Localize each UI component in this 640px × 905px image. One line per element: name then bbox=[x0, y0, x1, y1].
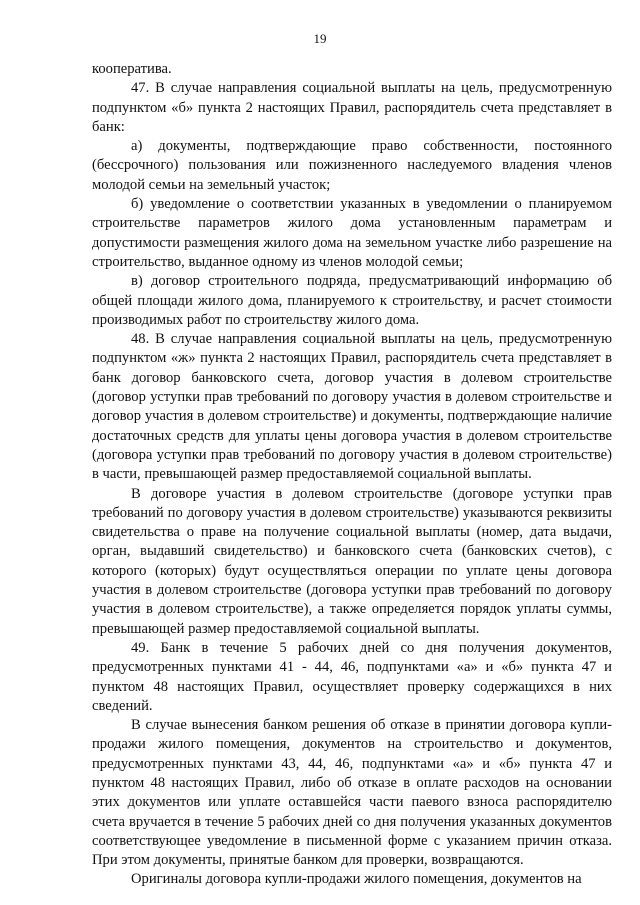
paragraph-47-a: а) документы, подтверждающие право собственности, постоянного (бессрочного) пользования или пожизненного наследуемого владения членов молодой семьи на земельный участок; bbox=[92, 138, 612, 193]
paragraph-continuation: кооператива. bbox=[92, 61, 172, 77]
paragraph-49-originals: Оригиналы договора купли-продажи жилого помещения, документов на bbox=[131, 871, 582, 888]
document-body bbox=[92, 60, 612, 890]
paragraph-47-b: б) уведомление о соответствии указанных в уведомлении о планируемом строительстве параметров жилого дома установленным параметрам и допустимости размещения жилого дома на земельном участке либо разрешение на строительство, выданное одному из членов молодой семьи; bbox=[92, 196, 612, 270]
paragraph-49: 49. Банк в течение 5 рабочих дней со дня получения документов, предусмотренных пунктами 41 - 44, 46, подпунктами «а» и «б» пункта 47 и пунктом 48 настоящих Правил, осуществляет проверку содержащихся в них сведений. bbox=[92, 639, 612, 714]
paragraph-47: 47. В случае направления социальной выплаты на цель, предусмотренную подпунктом «б» пункта 2 настоящих Правил, распорядитель счета представляет в банк: bbox=[92, 80, 612, 135]
page-number: 19 bbox=[313, 31, 327, 46]
paragraph-49-refusal: В случае вынесения банком решения об отказе в принятии договора купли-продажи жилого помещения, документов на строительство и документов, предусмотренных пунктами 43, 44, 46, подпунктами «а» и «б» пункта 47 и пунктом 48 настоящих Правил, либо об отказе в оплате расходов на основании этих документов или уплате оставшейся части паевого взноса распорядителю счета вручается в течение 5 рабочих дней со дня получения указанных документов соответствующее уведомление в письменной форме с указанием причин отказа. При этом документы, принятые банком для проверки, возвращаются. bbox=[92, 717, 612, 869]
paragraph-48: 48. В случае направления социальной выплаты на цель, предусмотренную подпунктом «ж» пункта 2 настоящих Правил, распорядитель счета представляет в банк договор банковского счета, договор участия в долевом строительстве (договор уступки прав требований по договору участия в долевом строительстве и договор участия в долевом строительстве) и документы, подтверждающие наличие достаточных средств для уплаты цены договора участия в долевом строительстве (договора уступки прав требований по договору участия в долевом строительстве) в части, превышающей размер предоставляемой социальной выплаты. bbox=[92, 331, 612, 483]
paragraph-48-contract-details: В договоре участия в долевом строительстве (договоре уступки прав требований по договору участия в долевом строительстве) указываются реквизиты свидетельства о праве на получение социальной выплаты (номер, дата выдачи, орган, выдавший свидетельство) и банковского счета (банковских счетов), с которого (которых) будут осуществляться операции по уплате цены договора участия в долевом строительстве (договора уступки прав требований по договору участия в долевом строительстве), а также определяется порядок уплаты суммы, превышающей размер предоставляемой социальной выплаты. bbox=[92, 485, 612, 637]
paragraph-47-c: в) договор строительного подряда, предусматривающий информацию об общей площади жилого дома, планируемого к строительству, и расчет стоимости производимых работ по строительству жилого дома. bbox=[92, 273, 612, 328]
